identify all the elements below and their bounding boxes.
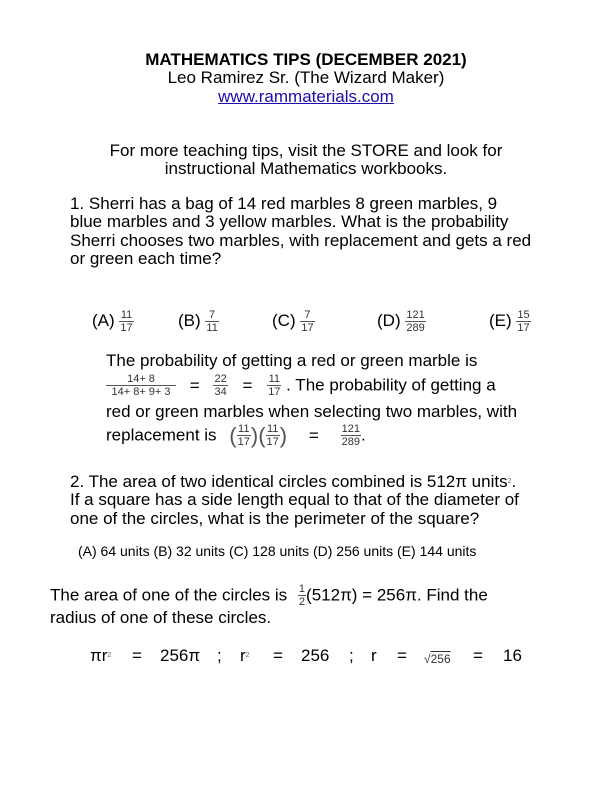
separator: ; [217, 646, 222, 665]
value-16: 16 [503, 646, 522, 665]
q2-equation [0, 646, 612, 668]
fraction-121-289: $\frac{121}{289}$ [341, 423, 360, 448]
option-fraction: $\frac{15}{17}$ [517, 309, 530, 334]
equals-sign: = [189, 375, 200, 395]
equals-sign: = [273, 646, 283, 665]
page-title: MATHEMATICS TIPS (DECEMBER 2021) [145, 50, 467, 69]
option-label: (C) [272, 310, 296, 330]
equals-sign: = [473, 646, 483, 665]
solution-text: The area of one of the circles is [50, 585, 288, 605]
equals-sign: = [242, 375, 253, 395]
option-fraction: $\frac{11}{17}$ [120, 309, 133, 334]
intro-line-2: instructional Mathematics workbooks. [164, 159, 448, 178]
equals-sign: = [132, 646, 142, 665]
fraction-11-17: $\frac{11}{17}$ [268, 373, 281, 398]
q1-line-4: or green each time? [70, 249, 222, 268]
option-label: (A) [92, 310, 115, 330]
website-link-row [0, 87, 612, 107]
fraction-22-34: $\frac{22}{34}$ [214, 373, 227, 398]
option-label: (B) [178, 310, 201, 330]
r-variable: r [371, 646, 377, 665]
solution-text: (512π) = 256π. Find the [306, 585, 488, 605]
intro-line-1: For more teaching tips, visit the STORE and look for [109, 141, 503, 160]
q1-line-3: Sherri chooses two marbles, with replacement and gets a red [70, 231, 532, 250]
q1-option-e [489, 309, 531, 334]
q2-line-1 [70, 472, 516, 492]
solution-text: . The probability of getting a [286, 375, 496, 395]
fraction-11-17: $\frac{11}{17}$ [237, 423, 250, 448]
q1-solution-line-1: The probability of getting a red or green marble is [106, 351, 478, 370]
equals-sign: = [397, 646, 407, 665]
q1-solution-line-4: replacement is ( $\frac{11}{17}$ )( $\frac{11}{17}$ ) = $\frac{121}{289}$ . [106, 422, 366, 448]
q1-solution-line-3: red or green marbles when selecting two marbles, with [106, 402, 518, 421]
solution-text: replacement is [106, 425, 217, 445]
separator: ; [349, 646, 354, 665]
q1-option-b [178, 309, 219, 334]
option-label: (E) [489, 310, 512, 330]
value-256: 256 [301, 646, 330, 665]
equals-sign: = [308, 425, 319, 445]
option-fraction: $\frac{121}{289}$ [406, 309, 425, 334]
q2-solution-line-2: radius of one of these circles. [50, 608, 272, 627]
r-squared: $r^2$ [240, 646, 250, 665]
option-label: (D) [377, 310, 401, 330]
square-root-256: √256 [424, 652, 451, 666]
q2-choices: (A) 64 units (B) 32 units (C) 128 units (D) 256 units (E) 144 units [78, 543, 477, 559]
q1-option-d [377, 309, 426, 334]
fraction-total: $\frac{14+ 8}{14+ 8+ 9+ 3}$ [106, 373, 176, 398]
q1-line-1: 1. Sherri has a bag of 14 red marbles 8 green marbles, 9 [70, 194, 498, 213]
q2-line-2: If a square has a side length equal to that of the diameter of [70, 490, 519, 509]
q2-solution-line-1 [50, 583, 488, 608]
period: . [360, 425, 366, 445]
fraction-half: $\frac{1}{2}$ [298, 583, 306, 608]
q1-line-2: blue marbles and 3 yellow marbles. What is the probability [70, 212, 509, 231]
value-256pi: 256π [160, 646, 201, 665]
q2-text: 2. The area of two identical circles combined is 512π units [70, 472, 508, 491]
author-line: Leo Ramirez Sr. (The Wizard Maker) [167, 68, 445, 87]
superscript: 2 [507, 478, 512, 485]
fraction-11-17: $\frac{11}{17}$ [266, 423, 279, 448]
q1-option-c [272, 309, 315, 334]
option-fraction: $\frac{7}{11}$ [206, 309, 218, 334]
option-fraction: $\frac{7}{17}$ [301, 309, 314, 334]
pi-r-squared: $\pi r^2$ [90, 646, 112, 665]
q1-solution-line-2 [106, 373, 496, 398]
q1-option-a [92, 309, 134, 334]
q2-text: . [511, 472, 517, 491]
q2-line-3: one of the circles, what is the perimeter of the square? [70, 509, 480, 528]
website-link[interactable]: www.rammaterials.com [218, 87, 394, 106]
